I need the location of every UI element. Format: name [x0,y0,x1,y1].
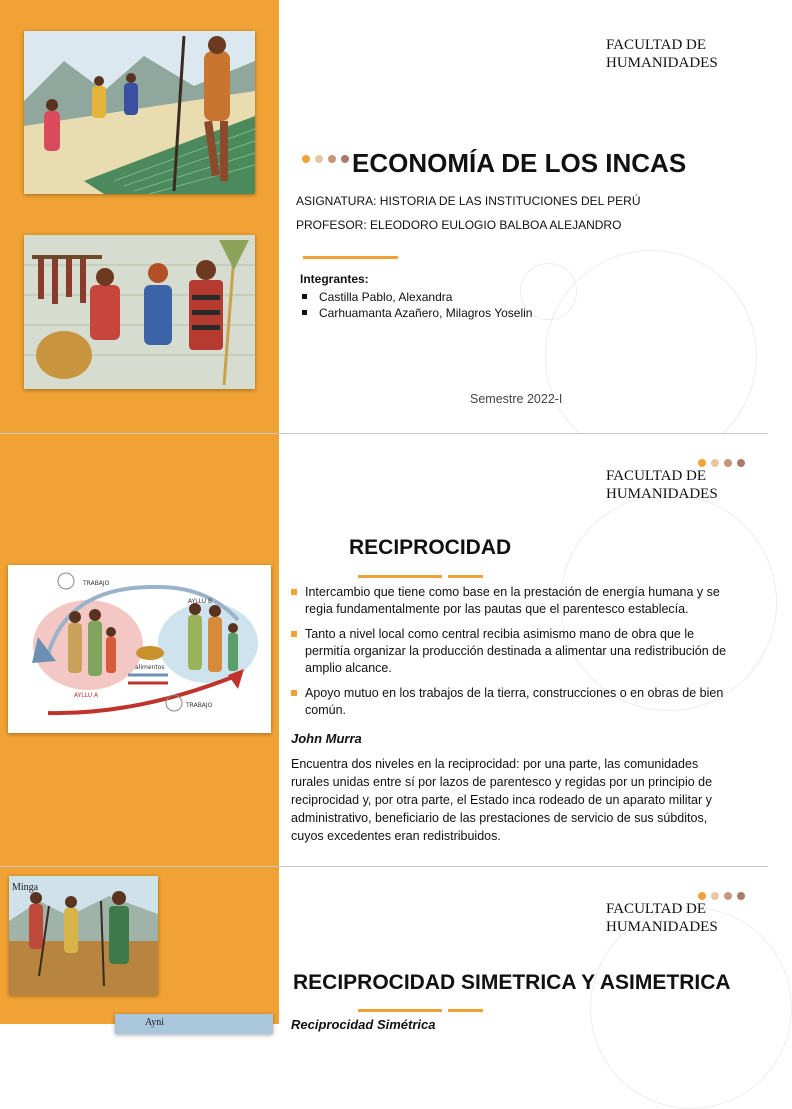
semester-label: Semestre 2022-I [470,392,563,406]
faculty-line-2: HUMANIDADES [606,486,718,502]
reciprocity-bullets [289,584,729,727]
faculty-line-2: HUMANIDADES [606,919,718,935]
slide-2 [0,434,768,866]
accent-underline [358,575,442,578]
members-heading: Integrantes: [300,272,369,286]
member-item: Castilla Pablo, Alexandra [300,289,532,305]
faculty-label [606,467,718,503]
accent-underline [358,1009,442,1012]
decor-circle [590,907,792,1109]
members-list [300,289,532,321]
slide-3 [0,867,768,1032]
author-name: John Murra [291,731,362,746]
minga-illustration [9,876,158,995]
section-subtitle: Reciprocidad Simétrica [291,1017,436,1032]
slide-title: RECIPROCIDAD [349,536,512,559]
decor-circle [545,250,757,462]
accent-underline-short [448,575,483,578]
ayni-label: Ayni [145,1017,165,1028]
faculty-line-1: FACULTAD DE [606,37,707,53]
diagram-label: alimentos [135,664,165,671]
member-item: Carhuamanta Azañero, Milagros Yoselin [300,305,532,321]
accent-underline-short [448,1009,483,1012]
slide-title: RECIPROCIDAD SIMETRICA Y ASIMETRICA [293,971,731,994]
bullet-item: Intercambio que tiene como base en la prestación de energía humana y se regia fundamentalmente por las pautas que el parentesco establecía. [289,584,729,618]
weaving-illustration [24,235,255,389]
ayni-illustration [115,1014,273,1034]
faculty-line-2: HUMANIDADES [606,55,718,71]
decor-dots [698,892,745,900]
faculty-label [606,900,718,936]
faculty-label [606,36,718,72]
murra-paragraph: Encuentra dos niveles en la reciprocidad: por una parte, las comunidades rurales unidas entre sí por lazos de parentesco y regidas por un principio de reciprocidad y, por otra parte, el Estado inca rodeado de un aparato militar y administrativo, beneficiario de las prestaciones de servicio de sus súbditos, cuyos excedentes eran redistribuidos. [291,757,713,843]
diagram-label: AYLLU B [188,598,213,605]
professor-line: PROFESOR: ELEODORO EULOGIO BALBOA ALEJANDRO [296,218,622,232]
presentation-title: ECONOMÍA DE LOS INCAS [352,148,687,178]
diagram-label: TRABAJO [83,580,110,587]
accent-underline [303,256,398,259]
bullet-item: Apoyo mutuo en los trabajos de la tierra, construcciones o en obras de bien común. [289,685,729,719]
diagram-label: TRABAJO [186,702,213,709]
farming-illustration [24,31,255,194]
slide-1 [0,0,768,433]
decor-dots [698,459,745,467]
subject-line: ASIGNATURA: HISTORIA DE LAS INSTITUCIONES DEL PERÚ [296,194,641,208]
minga-label: Minga [12,882,39,893]
reciprocity-diagram [8,565,271,733]
faculty-line-1: FACULTAD DE [606,468,707,484]
decor-dots [302,155,349,163]
faculty-line-1: FACULTAD DE [606,901,707,917]
diagram-label: AYLLU A [74,692,99,699]
bullet-item: Tanto a nivel local como central recibia asimismo mano de obra que le permitía organizar la producción destinada a alimentar una redistribución de amplio alcance. [289,626,729,677]
